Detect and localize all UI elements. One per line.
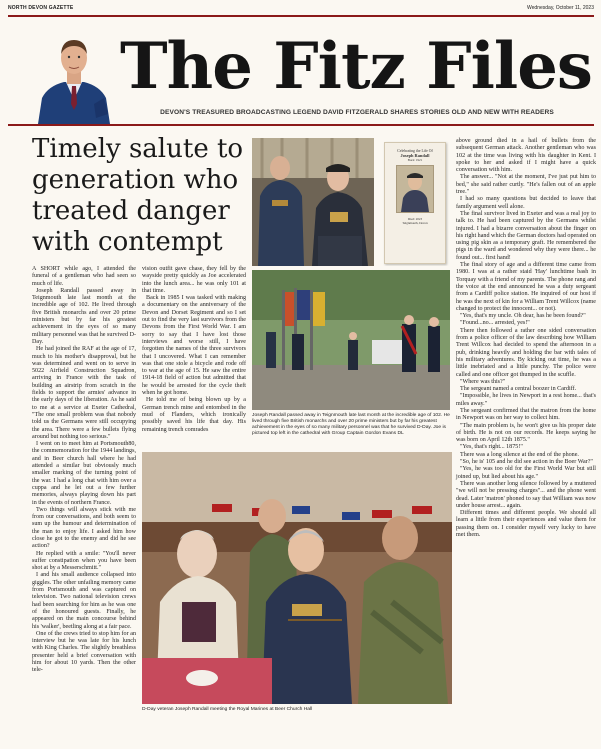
columnist-portrait — [34, 24, 114, 124]
article-paragraph: The answer... "Not at the moment, I've just put him to bed," she said rather curtly. "He's fallen out of an apple tree." — [456, 174, 596, 196]
article-paragraph: There then followed a rather one sided conversation from a police officer of the law describing how William Trent Willcox had decided to spend the afternoon in a pub, drinking heavily and holding the bar with tales of his military adventures. By kicking out time, he was a little inebriated and a little punchy. The police were called and one officer got thumped in the scuffle. — [456, 327, 596, 378]
photo-funeral-programme — [378, 138, 450, 266]
article-column-1 — [32, 266, 136, 675]
publication-name: NORTH DEVON GAZETTE — [8, 5, 74, 11]
publication-line — [8, 4, 594, 14]
article-paragraph: Two things will always stick with me from our conversations, and both seem to sum up the humour and determination of the man to enjoy life. I asked him how close he got to the enemy and did he see action? — [32, 506, 136, 550]
header-bottom-rule — [8, 124, 594, 126]
programme-title: Celebrating the Life Of — [397, 149, 433, 153]
article-paragraph: "Where was this?" — [460, 378, 506, 385]
article-paragraph: The final survivor lived in Exeter and was a real joy to talk to. He had been captured by the Germans whilst injured. I had a bizarre conversation about the finger on his right hand which the German doctors had operated on using pig skin as a temporary graft. He remembered the pigs in the ward and wondered why they were there... he found out... first hand! — [456, 210, 596, 261]
article-paragraph: The sergeant confirmed that the matron from the home in Newport was on her way to collect him. — [456, 407, 596, 422]
article-column-3 — [456, 138, 596, 539]
photo-caption-top: Joseph Randall passed away in Teignmouth late last month at the incredible age of 102. He lived through five British monarchs and over 20 prime ministers but by far his greatest achievement in the eyes of so many military personnel was that he survived D-Day. Joe is pictured top left in the cathedral with Group Captain Gordon Evans DL — [252, 413, 450, 436]
article-paragraph: He had joined the RAF at the age of 17, much to his mother's disapproval, but he was determined and went on to serve in 5022 Airfield Construction Squadron, arriving in France with the task of building an airstrip from scratch in the fields to support the armies' advance in the early days of the liberation. As he said to me at a service at Exeter Cathedral, "The one small problem was that nobody told us the Germans were still occupying the area. There were a few bullets flying around but nothing too serious." — [32, 346, 136, 440]
article-paragraph: There was a long silence at the end of the phone. — [460, 451, 579, 458]
header-top-rule — [8, 15, 594, 17]
photo-caption-bottom: D-Day veteran Joseph Randall meeting the Royal Marines at Beer Church Hall — [142, 707, 313, 712]
programme-place: Teignmouth, Devon — [402, 221, 428, 225]
photo-cathedral — [252, 138, 374, 266]
article-paragraph: Different times and different people. We should all learn a little from their experiences and value them for passing them on. I consider myself very lucky to have met them. — [456, 510, 596, 539]
article-paragraph: He replied with a smile: "You'll never suffer constipation when you have been shot at by a Messerschmitt." — [32, 550, 136, 572]
programme-born: Born: 1921 — [407, 158, 423, 162]
programme-portrait — [396, 165, 434, 213]
programme-name: Joseph Randall — [400, 153, 430, 158]
article-paragraph: A SHORT while ago, I attended the funeral of a gentleman who had seen so much of life. — [32, 266, 136, 287]
article-paragraph: "So, he is' 105 and he did see action in the Boer War?" — [460, 459, 593, 466]
photo-parade — [252, 270, 450, 410]
article-paragraph: He told me of being blown up by a German trench mine and entombed in the mud of Flanders, which ironically possibly saved his life that day. His remaining trench comrades — [142, 397, 246, 433]
article-column-2 — [142, 266, 246, 434]
issue-date: Wednesday, October 11, 2023 — [527, 5, 594, 11]
article-paragraph: I had so many questions but decided to leave that family argument well alone. — [456, 196, 596, 210]
article-paragraph: "Yes, that's right... 1875!" — [460, 444, 523, 451]
article-paragraph: above ground died in a hail of bullets from the subsequent German attack. Another gentleman who was 102 at the time was living with his daughter in Kent. I spoke to her and asked if I might have a quick conversation with him. — [456, 138, 596, 174]
article-paragraph: I went on to meet him at Portsmouth80, the commemoration for the 1944 landings, and in Beer church hall where he had attended a similar but obviously much smaller marking of the turning point of the war. I had a long chat with him over a cuppa and he let out a few further memories, always playing down his part in the events of northern France. — [32, 441, 136, 506]
article-paragraph: One of the crews tried to stop him for an interview but he was late for his lunch with King Charles. The slightly breathless presenter held a brief conversation with him for about 10 yards. Then the other tele- — [32, 630, 136, 674]
photo-church-hall — [142, 452, 452, 704]
article-paragraph: Back in 1985 I was tasked with making a documentary on the anniversary of the Devon and Dorset Regiment and so I set out to find the very last survivors from the Devons from the First World War. I am sorry to say that I have lost those interviews and worse still, I have forgotten the names of the three survivors that I uncovered. What I can remember was that one stole a bicycle and rode off to war at the age of 15. He saw the entire 1914-18 field of action but admitted that he would be arrested for the cycle theft when he got home. — [142, 295, 246, 397]
article-paragraph: "Yes, that's my uncle. Oh dear, has he been found?" — [460, 313, 586, 320]
article-paragraph: "Impossible, he lives in Newport in a rest home... that's miles away." — [456, 393, 596, 407]
article-paragraph: vision outfit gave chase, they fell by the wayside pretty quickly as Joe accelerated into the lunch area... he was only 101 at that time. — [142, 266, 246, 294]
article-paragraph: The sergeant named a central boozer in Cardiff. — [460, 386, 577, 393]
article-paragraph: The final story of age and a different time came from 1980. I was at a rather staid 'Hay' lunchtime bash in Torquay with a friend of my parents. The phone rang and the voice at the end announced he was a duty sergeant from a Cardiff police station. He inquired of our host if he was the next of kin for a William Trent Willcox (name changed to protect the innocent... or not). — [456, 262, 596, 312]
article-paragraph: "Found...no... arrested, yes!" — [460, 320, 530, 327]
article-paragraph: There was another long silence followed by a muttered "we will not be pressing charges"... and the phone went dead. Later 'matron' phoned to say that William was now under house arrest... again. — [456, 480, 596, 509]
article-paragraph: "The main problem is, he won't give us his proper date of birth. He is not on our records. He keeps saying he was born on April 12th 1875." — [456, 422, 596, 444]
article-headline: Timely salute to generation who treated danger with contempt — [32, 134, 244, 257]
masthead-tagline: DEVON'S TREASURED BROADCASTING LEGEND DAVID FITZGERALD SHARES STORIES OLD AND NEW WITH READERS — [160, 109, 554, 116]
masthead-title: The Fitz Files — [120, 29, 592, 104]
article-paragraph: I and his small audience collapsed into giggles. The other unfailing memory came from Portsmouth and was captured on television. Two national television crews had been searching for him as he was one of the honoured guests. Finally, he appeared on the main concourse behind his 'walker', beetling along at a fair pace. — [32, 572, 136, 630]
article-paragraph: Joseph Randall passed away in Teignmouth late last month at the incredible age of 102. He lived through five British monarchs and over 20 prime ministers but by far his greatest achievement in the eyes of so many military personnel was that he survived D-Day. — [32, 287, 136, 345]
programme-died: Died: 2023 — [407, 217, 423, 221]
article-paragraph: "Yes, he was too old for the First World War but still joined up, but lied about his age." — [456, 466, 596, 480]
